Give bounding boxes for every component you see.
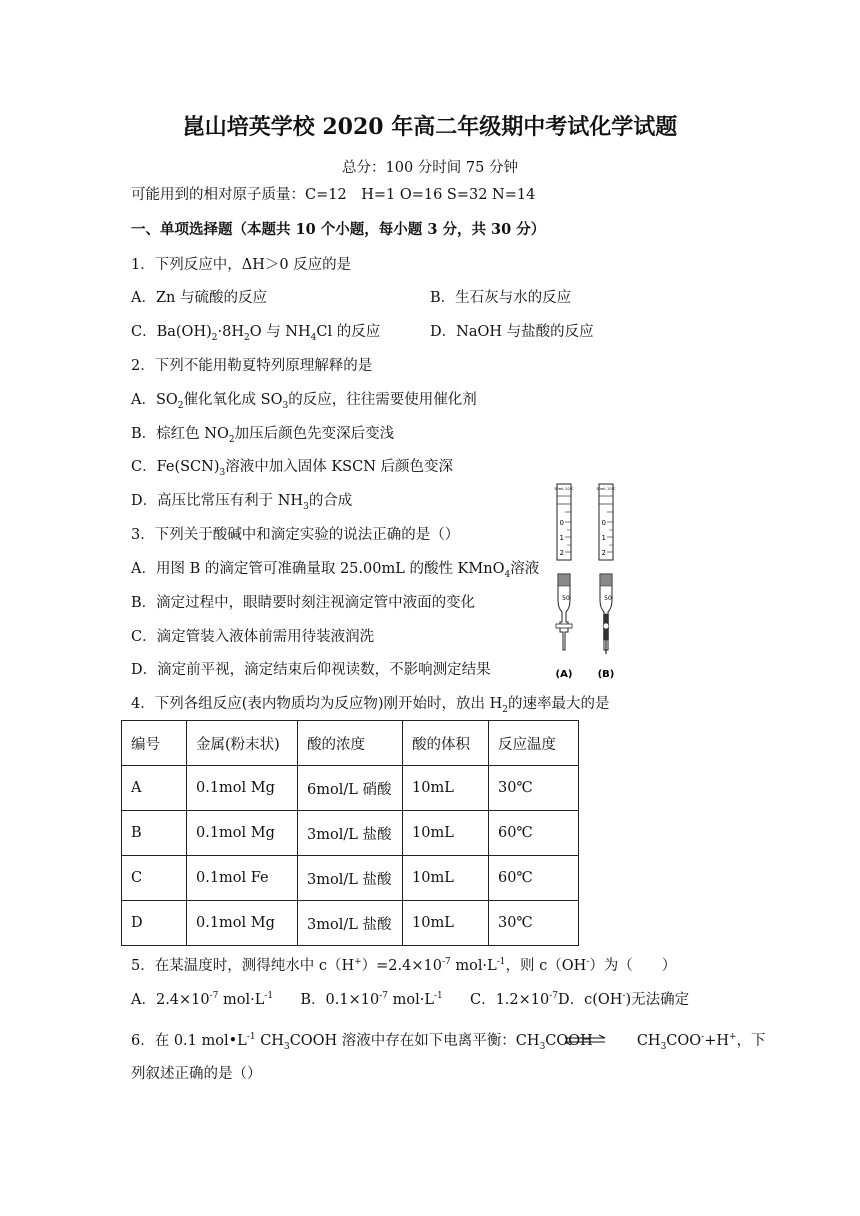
table-row bbox=[122, 766, 579, 811]
page-title: 崑山培英学校 2020 年高二年级期中考试化学试题 bbox=[182, 114, 678, 140]
question-1-stem: 1．下列反应中，ΔH＞0 反应的是 bbox=[131, 257, 352, 273]
q3-option-d: D．滴定前平视，滴定结束后仰视读数，不影响测定结果 bbox=[131, 662, 491, 678]
q3-option-c: C．滴定管装入液体前需用待装液润洗 bbox=[131, 629, 375, 645]
table-cell: 10mL bbox=[403, 901, 489, 946]
question-5-stem: 5．在某温度时，测得纯水中 $c(H^+)=2.4\times 10^{-7}$ $mol\cdot L^{-1}$，则 c（OH-）为（ ） bbox=[131, 957, 677, 974]
burette-b-bottom bbox=[600, 574, 612, 654]
burette-b-mark: 50 bbox=[604, 595, 612, 602]
burette-a-bottom bbox=[556, 574, 572, 650]
q2-option-c: C．$Fe(SCN)_3$溶液中加入固体 KSCN 后颜色变深 bbox=[131, 459, 453, 478]
table-cell: 3mol/L 盐酸 bbox=[298, 856, 403, 901]
burette-a-tick-1: 1 bbox=[559, 534, 564, 542]
table-header-cell: 酸的浓度 bbox=[298, 721, 403, 766]
q3-option-a: A．用图 B 的滴定管可准确量取 25.00mL 的酸性 KMnO$_4$溶液 bbox=[131, 561, 540, 580]
equilibrium-arrow-icon bbox=[563, 1034, 607, 1046]
exam-meta: 总分：100 分时间 75 分钟 bbox=[342, 160, 518, 176]
table-cell: 60℃ bbox=[489, 856, 579, 901]
table-header-cell: 酸的体积 bbox=[403, 721, 489, 766]
q3-option-b: B．滴定过程中，眼睛要时刻注视滴定管中液面的变化 bbox=[131, 595, 476, 611]
figure-label-b: (B) bbox=[597, 669, 615, 680]
table-cell: C bbox=[122, 856, 187, 901]
question-3-stem: 3．下列关于酸碱中和滴定实验的说法正确的是（） bbox=[131, 527, 460, 543]
table-header-cell: 金属(粉末状) bbox=[187, 721, 298, 766]
burette-a-tick-0: 0 bbox=[559, 519, 564, 527]
question-6-stem-line2: 列叙述正确的是（） bbox=[131, 1066, 262, 1082]
figure-label-a: (A) bbox=[555, 669, 573, 680]
burette-a-mark: 50 bbox=[562, 595, 570, 602]
burette-figure bbox=[552, 482, 632, 682]
q2-option-a: A．$SO_2$催化氧化成 $SO_3$的反应，往往需要使用催化剂 bbox=[131, 392, 477, 411]
burette-b-cap: 50mL 20℃ bbox=[596, 487, 616, 491]
table-cell: 3mol/L 盐酸 bbox=[298, 901, 403, 946]
table-cell: B bbox=[122, 811, 187, 856]
table-row bbox=[122, 856, 579, 901]
q5-option-c: C．$1.2\times 10^{-7}$ bbox=[469, 991, 559, 1008]
question-6-stem: 6．在 0.1 $mol•L^{-1}$ $CH_3COOH$ 溶液中存在如下电离平衡：$CH_3COOH$ $CH_3COO^-+H^+$，下 bbox=[131, 1032, 766, 1052]
q2-option-d: D．高压比常压有利于 $NH_3$的合成 bbox=[131, 493, 353, 512]
table-header-cell: 编号 bbox=[122, 721, 187, 766]
section-heading: 一、单项选择题（本题共 10 个小题，每小题 3 分，共 30 分） bbox=[131, 221, 546, 238]
burette-b-tick-2: 2 bbox=[601, 549, 606, 557]
table-cell: 6mol/L 硝酸 bbox=[298, 766, 403, 811]
table-row bbox=[122, 901, 579, 946]
table-cell: 60℃ bbox=[489, 811, 579, 856]
q5-option-b: B．$0.1\times 10^{-7}$ $mol\cdot L^{-1}$ bbox=[300, 991, 443, 1008]
table-row bbox=[122, 811, 579, 856]
atomic-masses: 可能用到的相对原子质量：C=12 H=1 O=16 S=32 N=14 bbox=[131, 187, 536, 203]
burette-b-tick-0: 0 bbox=[601, 519, 606, 527]
table-cell: 30℃ bbox=[489, 766, 579, 811]
burette-b-tick-1: 1 bbox=[601, 534, 606, 542]
table-header-row bbox=[122, 721, 579, 766]
q1-option-c: C．$Ba(OH)_2\cdot 8H_2O$ 与 $NH_4Cl$ 的反应 bbox=[131, 324, 381, 343]
table-header-cell: 反应温度 bbox=[489, 721, 579, 766]
table-cell: A bbox=[122, 766, 187, 811]
question-4-stem: 4．下列各组反应(表内物质均为反应物)刚开始时，放出 $H_2$的速率最大的是 bbox=[131, 696, 610, 715]
table-cell: 0.1mol Mg bbox=[187, 811, 298, 856]
q5-option-d: D．c(OH-)无法确定 bbox=[558, 991, 690, 1008]
q1-option-a: A．Zn 与硫酸的反应 bbox=[131, 290, 267, 306]
q5-options bbox=[131, 990, 689, 1010]
table-cell: 10mL bbox=[403, 766, 489, 811]
burette-a-cap: 50mL 20℃ bbox=[554, 487, 574, 491]
q1-option-b: B．生石灰与水的反应 bbox=[430, 290, 572, 306]
burette-a-tick-2: 2 bbox=[559, 549, 564, 557]
table-cell: 0.1mol Mg bbox=[187, 901, 298, 946]
table-cell: 0.1mol Mg bbox=[187, 766, 298, 811]
table-cell: 10mL bbox=[403, 856, 489, 901]
q1-option-d: D．NaOH 与盐酸的反应 bbox=[430, 324, 594, 340]
question-2-stem: 2．下列不能用勒夏特列原理解释的是 bbox=[131, 358, 373, 374]
burette-a-top bbox=[554, 484, 573, 560]
table-cell: 30℃ bbox=[489, 901, 579, 946]
q5-option-a: A．$2.4\times 10^{-7}$ $mol\cdot L^{-1}$ bbox=[131, 991, 274, 1008]
table-cell: 3mol/L 盐酸 bbox=[298, 811, 403, 856]
table-cell: D bbox=[122, 901, 187, 946]
table-cell: 0.1mol Fe bbox=[187, 856, 298, 901]
reaction-table bbox=[121, 720, 579, 946]
q2-option-b: B．棕红色 $NO_2$加压后颜色先变深后变浅 bbox=[131, 426, 395, 445]
table-cell: 10mL bbox=[403, 811, 489, 856]
burette-b-top bbox=[596, 484, 615, 560]
